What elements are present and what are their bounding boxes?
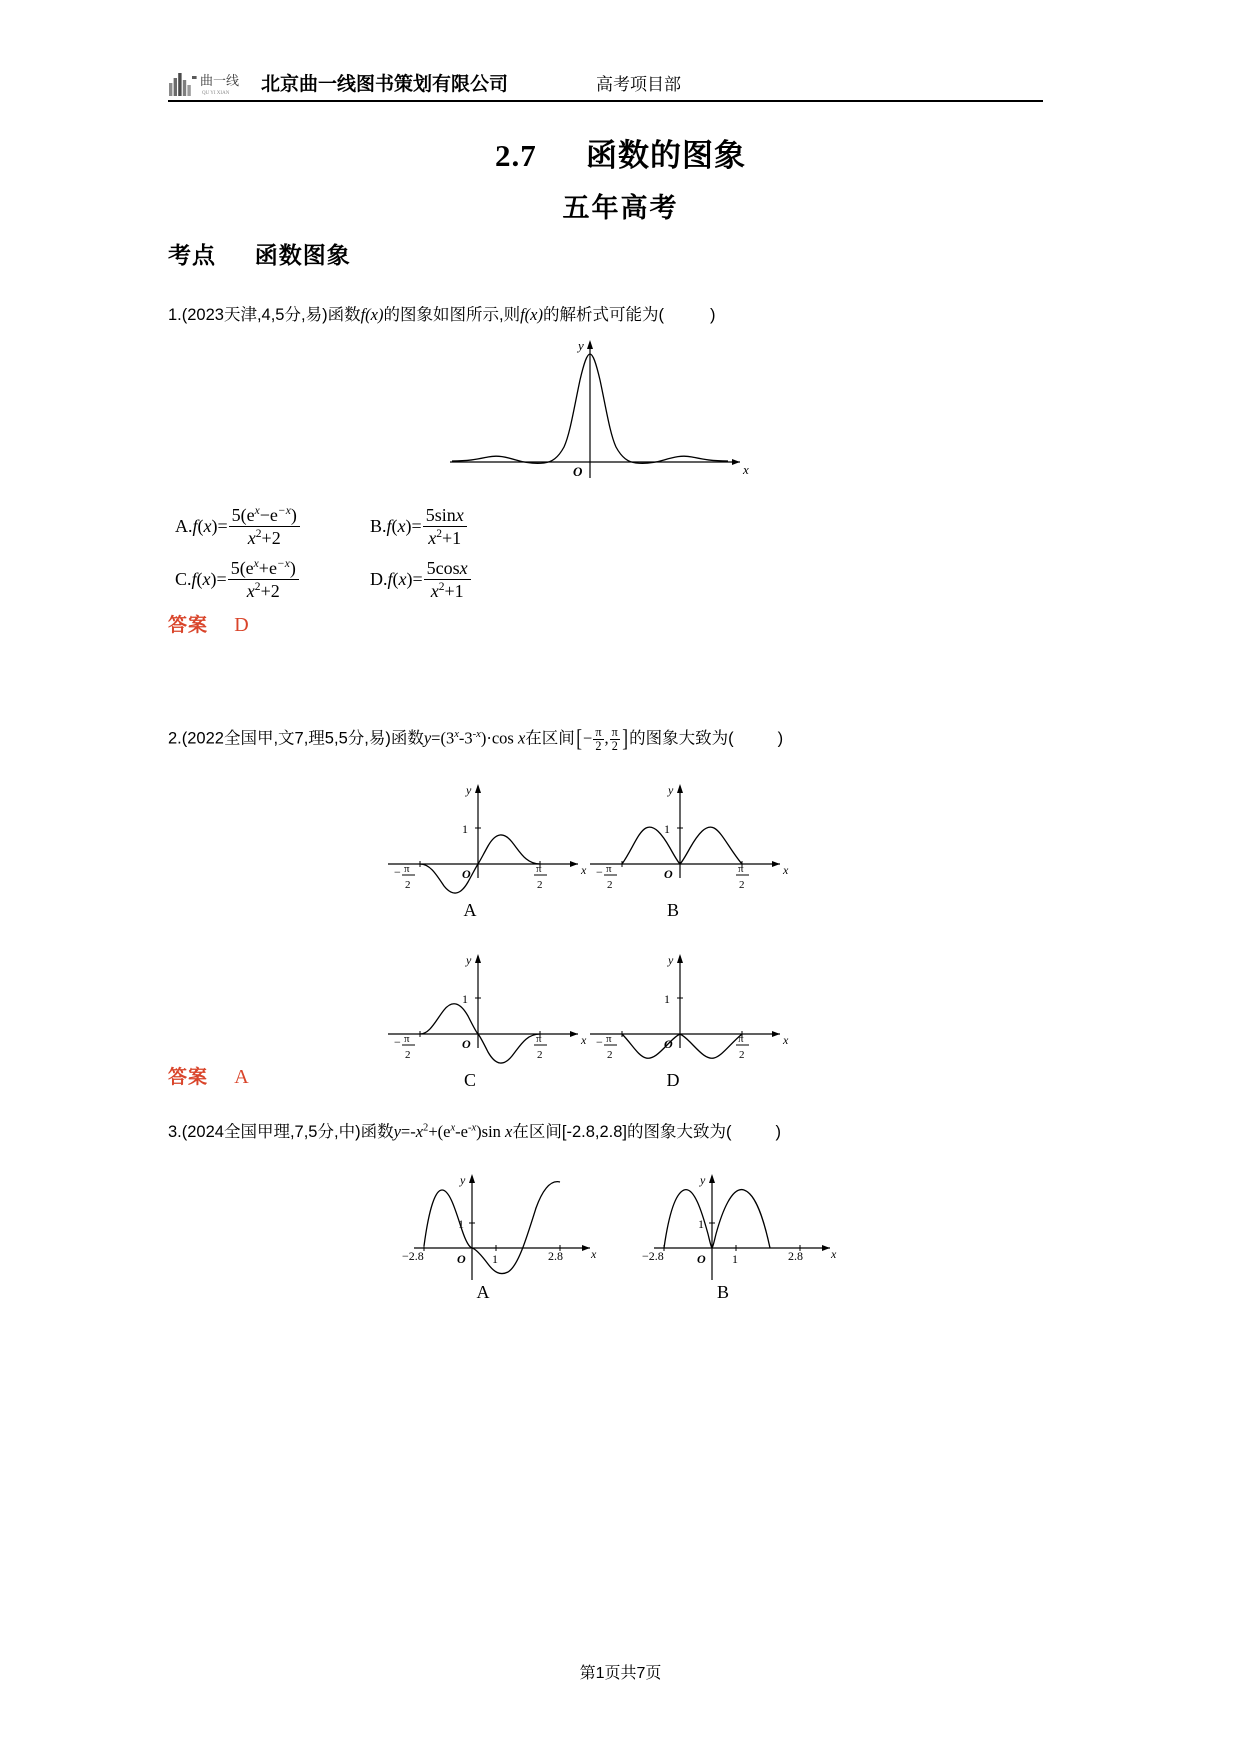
svg-text:π: π: [536, 1033, 542, 1045]
svg-text:QU YI XIAN: QU YI XIAN: [202, 91, 230, 96]
svg-text:x: x: [831, 1247, 837, 1261]
question-2-text: 2.(2022全国甲,文7,理5,5分,易)函数$y=(3^x-3^{-x})\cdot\cos$ x在区间[− $\frac{\pi}{2}$ , $\frac{\pi}{2}$ ]的图象大致为( ): [168, 725, 784, 753]
question-1-option-D[interactable]: D. f ( x )= $\frac{5\cos x}{x^2+1}$: [370, 558, 471, 601]
svg-text:1: 1: [462, 992, 468, 1006]
svg-text:2: 2: [739, 1049, 745, 1061]
q3-body-2: 在区间[-2.8,2.8]的图象大致为(: [512, 1123, 732, 1141]
svg-text:1: 1: [492, 1252, 498, 1266]
svg-text:π: π: [536, 863, 542, 875]
question-2-panel-C-figure: [378, 948, 598, 1083]
svg-text:π: π: [738, 863, 744, 875]
q1-option-B-fraction: $\frac{5\sin x}{x^2+1}$: [423, 505, 467, 548]
svg-text:O: O: [664, 1037, 673, 1051]
svg-text:O: O: [697, 1252, 706, 1266]
question-2-panel-D-figure: [580, 948, 800, 1083]
page-header: [168, 52, 1043, 102]
svg-text:π: π: [738, 1033, 744, 1045]
q1-body-4: ): [709, 306, 716, 324]
svg-text:O: O: [462, 1037, 471, 1051]
q1-body-3: 的解析式可能为(: [542, 306, 664, 324]
page-title: [0, 130, 1241, 175]
question-1-option-B[interactable]: B. f ( x )= $\frac{5\sin x}{x^2+1}$: [370, 505, 467, 548]
q3-body-1: 函数: [360, 1123, 394, 1141]
q2-body-3: 的图象大致为(: [629, 729, 734, 748]
svg-text:π: π: [606, 863, 612, 875]
question-1-option-A[interactable]: A. f ( x )= $\frac{5(e^x-e^{-x})}{x^2+2}$: [175, 505, 300, 548]
q1-origin-label: O: [573, 464, 583, 479]
q2-interval-left: $\frac{\pi}{2}$: [595, 725, 602, 753]
q2-answer-value: A: [234, 1066, 250, 1088]
q1-body-2: 的图象如图所示,则: [383, 306, 521, 324]
svg-text:1: 1: [462, 822, 468, 836]
q1-source: (2023天津,4,5分,易): [181, 306, 328, 324]
svg-text:−: −: [394, 1035, 401, 1049]
q1-fx-2: f(x): [520, 305, 543, 324]
question-2-panel-A-label: A: [463, 900, 477, 920]
question-2-panel-A-figure: [378, 778, 598, 913]
q3-expression: y: [393, 1122, 401, 1141]
svg-text:−: −: [394, 865, 401, 879]
q1-answer-value: D: [234, 614, 250, 636]
svg-text:y: y: [466, 953, 472, 967]
question-2-panel-B-figure: [580, 778, 800, 913]
question-2-panel-C-label: C: [463, 1070, 476, 1090]
svg-text:x: x: [581, 863, 587, 877]
q1-number: 1.: [168, 306, 182, 324]
svg-text:1: 1: [732, 1252, 738, 1266]
question-1-answer: [168, 610, 250, 637]
svg-text:−: −: [596, 865, 603, 879]
q2-bracket-close-icon: ]: [622, 725, 628, 753]
q1-body-1: 函数: [327, 306, 361, 324]
q2-answer-label: 答案: [168, 1067, 209, 1088]
svg-text:1: 1: [458, 1217, 464, 1231]
svg-text:2.8: 2.8: [548, 1249, 563, 1263]
q1-option-D-fraction: $\frac{5\cos x}{x^2+1}$: [424, 558, 471, 601]
svg-text:−: −: [596, 1035, 603, 1049]
section-heading: 五年高考: [562, 193, 679, 223]
question-3-panel-A-figure: [400, 1168, 610, 1293]
svg-text:O: O: [664, 867, 673, 881]
svg-text:O: O: [457, 1252, 466, 1266]
qu-yi-xian-wordmark-icon: [200, 71, 258, 97]
svg-text:π: π: [606, 1033, 612, 1045]
question-1-text: [168, 303, 715, 328]
svg-text:x: x: [783, 1033, 789, 1047]
svg-text:曲一线: 曲一线: [200, 73, 240, 88]
svg-text:2: 2: [607, 879, 613, 891]
question-1-figure: [440, 330, 760, 495]
question-2-panel-B-label: B: [666, 900, 679, 920]
question-2-answer: [168, 1062, 250, 1089]
q2-bracket-open-icon: [: [576, 725, 582, 753]
page-number-text: 第1页共7页: [579, 1665, 662, 1682]
svg-text:π: π: [404, 863, 410, 875]
chapter-number: 2.7: [495, 138, 537, 173]
q2-number: 2.: [168, 729, 182, 748]
q1-y-axis-label: y: [578, 338, 584, 353]
header-company-name: 北京曲一线图书策划有限公司: [261, 74, 509, 95]
question-2-panel-D-label: D: [666, 1070, 680, 1090]
q1-option-A-label: A.: [175, 516, 193, 537]
q1-option-C-label: C.: [175, 569, 192, 590]
svg-text:O: O: [462, 867, 471, 881]
svg-text:y: y: [460, 1173, 466, 1187]
svg-text:1: 1: [664, 822, 670, 836]
q1-x-axis-label: x: [743, 462, 749, 477]
q2-body-4: ): [777, 729, 784, 748]
svg-text:x: x: [591, 1247, 597, 1261]
question-1-option-C[interactable]: C. f ( x )= $\frac{5(e^x+e^{-x})}{x^2+2}$: [175, 558, 299, 601]
kaodian-label: 考点: [168, 242, 216, 268]
kaodian-name: 函数图象: [254, 242, 351, 268]
svg-text:1: 1: [664, 992, 670, 1006]
page-footer: [0, 1660, 1241, 1683]
svg-text:y: y: [668, 953, 674, 967]
q3-source: (2024全国甲理,7,5分,中): [181, 1123, 361, 1141]
svg-text:2.8: 2.8: [788, 1249, 803, 1263]
q1-option-C-fraction: $\frac{5(e^x+e^{-x})}{x^2+2}$: [228, 558, 299, 601]
svg-text:2: 2: [537, 879, 543, 891]
question-3-panel-A-label: A: [476, 1282, 490, 1302]
chapter-name: 函数的图象: [586, 138, 746, 173]
q3-number: 3.: [168, 1123, 182, 1141]
q1-option-B-label: B.: [370, 516, 387, 537]
svg-text:−2.8: −2.8: [402, 1249, 424, 1263]
q2-interval-right: $\frac{\pi}{2}$: [611, 725, 618, 753]
q2-source: (2022全国甲,文7,理5,5分,易): [181, 729, 391, 748]
svg-text:y: y: [668, 783, 674, 797]
question-3-text: 3.(2024全国甲理,7,5分,中)函数$y=-x^2+(e^x-e^{-x})\sin$ x在区间[-2.8,2.8]的图象大致为( ): [168, 1122, 781, 1141]
q1-answer-label: 答案: [168, 615, 209, 636]
bar-chart-logo-icon: [168, 71, 198, 97]
svg-text:y: y: [700, 1173, 706, 1187]
svg-text:1: 1: [698, 1217, 704, 1231]
q1-fx-1: f(x): [360, 305, 384, 324]
svg-text:x: x: [581, 1033, 587, 1047]
svg-text:2: 2: [537, 1049, 543, 1061]
svg-text:2: 2: [607, 1049, 613, 1061]
q2-expression: y: [423, 728, 432, 748]
q3-body-3: ): [775, 1123, 781, 1141]
q1-option-D-label: D.: [370, 569, 388, 590]
svg-text:−2.8: −2.8: [642, 1249, 664, 1263]
q2-body-2: 在区间: [525, 729, 575, 748]
svg-text:2: 2: [405, 1049, 411, 1061]
svg-text:π: π: [404, 1033, 410, 1045]
svg-text:y: y: [466, 783, 472, 797]
question-3-panel-B-label: B: [716, 1282, 729, 1302]
question-3-panel-B-figure: [640, 1168, 850, 1293]
svg-text:x: x: [783, 863, 789, 877]
header-department: 高考项目部: [596, 75, 682, 94]
svg-text:2: 2: [739, 879, 745, 891]
q2-body-1: 函数: [390, 729, 424, 748]
q1-option-A-fraction: $\frac{5(e^x-e^{-x})}{x^2+2}$: [229, 505, 300, 548]
svg-text:2: 2: [405, 879, 411, 891]
kaodian-heading: [168, 237, 351, 270]
